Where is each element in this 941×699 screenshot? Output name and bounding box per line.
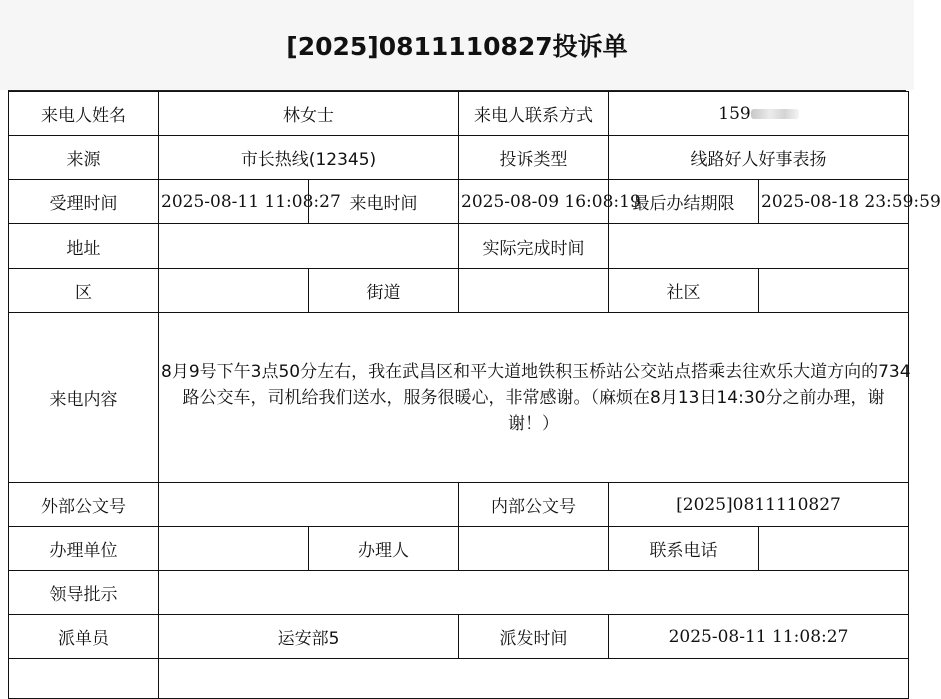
label-district: 区 [9, 269, 159, 313]
label-leader-instruction: 领导批示 [9, 571, 159, 615]
value-external-doc-no [159, 483, 459, 527]
value-district [159, 269, 309, 313]
value-caller-name: 林女士 [159, 92, 459, 136]
caller-contact-visible-digits: 159 [718, 103, 751, 124]
table-row [9, 180, 909, 224]
table-row [9, 615, 909, 659]
value-handler [459, 527, 609, 571]
label-internal-doc-no: 内部公文号 [459, 483, 609, 527]
label-community: 社区 [609, 269, 759, 313]
label-street: 街道 [309, 269, 459, 313]
value-dispatcher: 运安部5 [159, 615, 459, 659]
label-call-content: 来电内容 [9, 313, 159, 483]
value-street [459, 269, 609, 313]
value-actual-completion [609, 224, 909, 269]
empty-cell [159, 659, 909, 699]
value-source: 市长热线(12345) [159, 136, 459, 180]
value-community [759, 269, 909, 313]
table-row [9, 269, 909, 313]
table-row [9, 659, 909, 699]
table-row [9, 136, 909, 180]
label-caller-contact: 来电人联系方式 [459, 92, 609, 136]
value-leader-instruction [159, 571, 909, 615]
label-dispatch-time: 派发时间 [459, 615, 609, 659]
value-call-content [159, 313, 909, 483]
empty-cell [9, 659, 159, 699]
redacted-phone-blur [751, 109, 799, 119]
complaint-form-table [8, 91, 941, 699]
value-address [159, 224, 459, 269]
value-internal-doc-no: [2025]0811110827 [609, 483, 909, 527]
value-complaint-type: 线路好人好事表扬 [609, 136, 909, 180]
label-dispatcher: 派单员 [9, 615, 159, 659]
document-title: [2025]0811110827投诉单 [0, 0, 914, 90]
value-deadline: 2025-08-18 23:59:59 [759, 180, 909, 224]
label-address: 地址 [9, 224, 159, 269]
table-row [9, 527, 909, 571]
value-caller-contact [609, 92, 909, 136]
label-handling-unit: 办理单位 [9, 527, 159, 571]
table-row [9, 571, 909, 615]
table-row [9, 92, 909, 136]
label-external-doc-no: 外部公文号 [9, 483, 159, 527]
call-content-line: 路公交车，司机给我们送水，服务很暖心，非常感谢。（麻烦在8月13日14:30分之前办理，谢 [182, 387, 885, 408]
label-source: 来源 [9, 136, 159, 180]
label-caller-name: 来电人姓名 [9, 92, 159, 136]
value-accept-time: 2025-08-11 11:08:27 [159, 180, 309, 224]
label-complaint-type: 投诉类型 [459, 136, 609, 180]
label-accept-time: 受理时间 [9, 180, 159, 224]
label-deadline: 最后办结期限 [609, 180, 759, 224]
label-contact-phone: 联系电话 [609, 527, 759, 571]
value-contact-phone [759, 527, 909, 571]
table-row [9, 483, 909, 527]
value-call-time: 2025-08-09 16:08:19 [459, 180, 609, 224]
table-row [9, 224, 909, 269]
value-dispatch-time: 2025-08-11 11:08:27 [609, 615, 909, 659]
label-actual-completion: 实际完成时间 [459, 224, 609, 269]
call-content-line: 8月9号下午3点50分左右，我在武昌区和平大道地铁积玉桥站公交站点搭乘去往欢乐大道方向的734 [161, 361, 911, 382]
label-call-time: 来电时间 [309, 180, 459, 224]
value-handling-unit [159, 527, 309, 571]
table-row [9, 313, 909, 483]
call-content-line: 谢！） [508, 413, 559, 434]
label-handler: 办理人 [309, 527, 459, 571]
